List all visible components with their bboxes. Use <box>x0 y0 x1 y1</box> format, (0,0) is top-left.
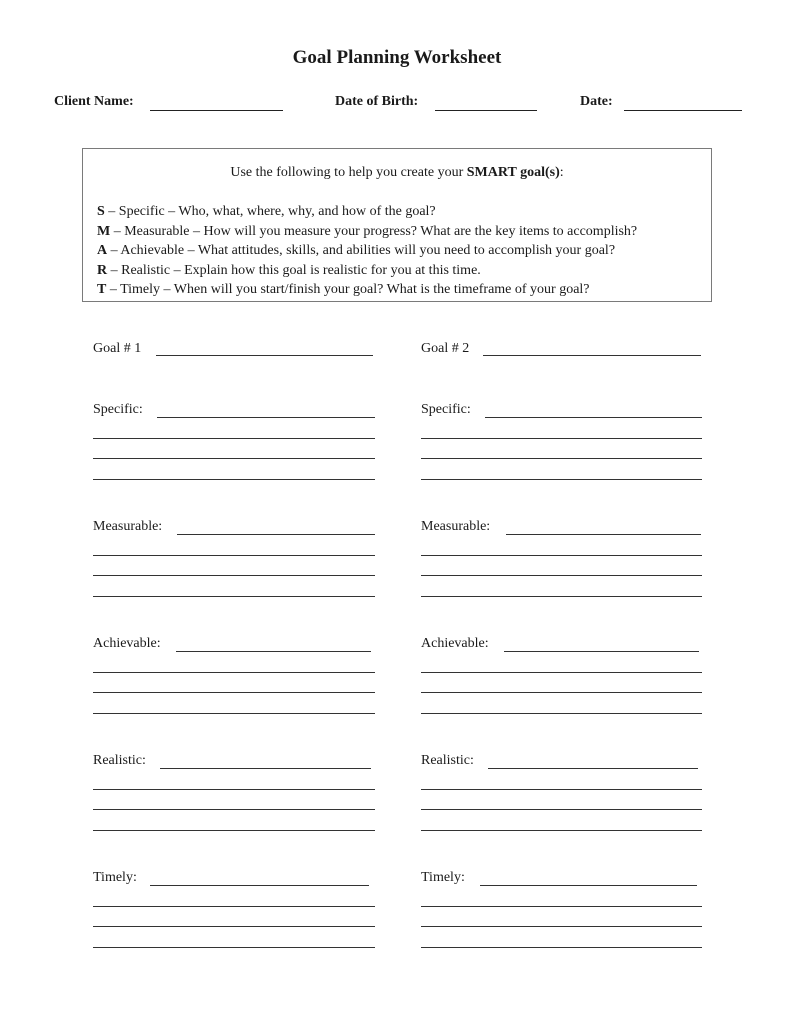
goal-1-realistic-line-3[interactable] <box>93 830 375 831</box>
smart-text: – Measurable – How will you measure your progress? What are the key items to accomplish? <box>110 223 638 239</box>
goal-2-specific-line-2[interactable] <box>421 458 702 459</box>
goal-1-timely-line-2[interactable] <box>93 926 375 927</box>
smart-text: – Specific – Who, what, where, why, and how of the goal? <box>104 204 436 219</box>
goal-2-field[interactable] <box>483 355 701 356</box>
goal-2-achievable-line-1[interactable] <box>421 672 702 673</box>
goal-1-specific-field[interactable] <box>157 417 375 418</box>
goal-1-measurable-line-3[interactable] <box>93 596 375 597</box>
goal-1-specific-line-1[interactable] <box>93 438 375 439</box>
goal-2-measurable-line-3[interactable] <box>421 596 702 597</box>
goal-1-specific-line-2[interactable] <box>93 458 375 459</box>
goal-2-realistic-line-1[interactable] <box>421 789 702 790</box>
goal-2-specific-field[interactable] <box>485 417 702 418</box>
goal-2-label: Goal # 2 <box>421 341 470 356</box>
smart-letter: A <box>97 243 108 258</box>
smart-letter: R <box>97 262 108 278</box>
goal-2-measurable-field[interactable] <box>506 534 701 535</box>
goal-1-timely-line-1[interactable] <box>93 906 375 907</box>
goal-2-measurable-line-1[interactable] <box>421 555 702 556</box>
goal-2-specific-line-3[interactable] <box>421 479 702 480</box>
goal-2-timely-line-2[interactable] <box>421 926 702 927</box>
goal-1-realistic-line-2[interactable] <box>93 809 375 810</box>
smart-intro-suffix: : <box>559 165 564 180</box>
smart-text: – Achievable – What attitudes, skills, and abilities will you need to accomplish your goal? <box>107 243 616 258</box>
goal-2-realistic-line-3[interactable] <box>421 830 702 831</box>
goal-2-measurable-label: Measurable: <box>421 519 491 534</box>
goal-1-field[interactable] <box>156 355 373 356</box>
goal-2-column <box>421 0 721 1028</box>
goal-1-achievable-line-3[interactable] <box>93 713 375 714</box>
goal-1-measurable-field[interactable] <box>177 534 375 535</box>
goal-1-column <box>93 0 393 1028</box>
goal-2-achievable-line-3[interactable] <box>421 713 702 714</box>
goal-1-realistic-line-1[interactable] <box>93 789 375 790</box>
goal-1-specific-line-3[interactable] <box>93 479 375 480</box>
goal-2-achievable-line-2[interactable] <box>421 692 702 693</box>
goal-2-timely-line-1[interactable] <box>421 906 702 907</box>
goal-2-realistic-line-2[interactable] <box>421 809 702 810</box>
goal-1-label: Goal # 1 <box>93 341 142 356</box>
smart-intro-prefix: Use the following to help you create your <box>230 165 467 180</box>
date-of-birth-label: Date of Birth: <box>335 94 419 109</box>
goal-1-timely-line-3[interactable] <box>93 947 375 948</box>
goal-1-measurable-line-1[interactable] <box>93 555 375 556</box>
smart-text: – Realistic – Explain how this goal is realistic for you at this time. <box>107 262 481 278</box>
page-title: Goal Planning Worksheet <box>292 47 502 68</box>
goal-1-timely-field[interactable] <box>150 885 369 886</box>
date-label: Date: <box>580 94 613 109</box>
goal-2-realistic-field[interactable] <box>488 768 698 769</box>
goal-2-measurable-line-2[interactable] <box>421 575 702 576</box>
smart-letter: T <box>97 282 107 297</box>
goal-1-achievable-field[interactable] <box>176 651 371 652</box>
goal-2-timely-line-3[interactable] <box>421 947 702 948</box>
goal-1-specific-label: Specific: <box>93 402 143 417</box>
goal-2-timely-label: Timely: <box>421 870 465 885</box>
goal-1-achievable-line-1[interactable] <box>93 672 375 673</box>
goal-2-specific-label: Specific: <box>421 402 471 417</box>
smart-text: – Timely – When will you start/finish your goal? What is the timeframe of your goal? <box>106 282 590 297</box>
goal-1-measurable-label: Measurable: <box>93 519 163 534</box>
client-name-label: Client Name: <box>54 94 134 109</box>
goal-2-achievable-label: Achievable: <box>421 636 489 651</box>
goal-2-achievable-field[interactable] <box>504 651 699 652</box>
goal-1-timely-label: Timely: <box>93 870 137 885</box>
smart-intro-bold: SMART goal(s) <box>466 165 560 180</box>
goal-1-realistic-field[interactable] <box>160 768 371 769</box>
goal-2-specific-line-1[interactable] <box>421 438 702 439</box>
goal-1-realistic-label: Realistic: <box>93 753 146 768</box>
goal-1-measurable-line-2[interactable] <box>93 575 375 576</box>
goal-2-realistic-label: Realistic: <box>421 753 474 768</box>
smart-letter: S <box>97 204 105 219</box>
smart-letter: M <box>97 223 111 239</box>
goal-1-achievable-label: Achievable: <box>93 636 161 651</box>
goal-2-timely-field[interactable] <box>480 885 697 886</box>
goal-1-achievable-line-2[interactable] <box>93 692 375 693</box>
